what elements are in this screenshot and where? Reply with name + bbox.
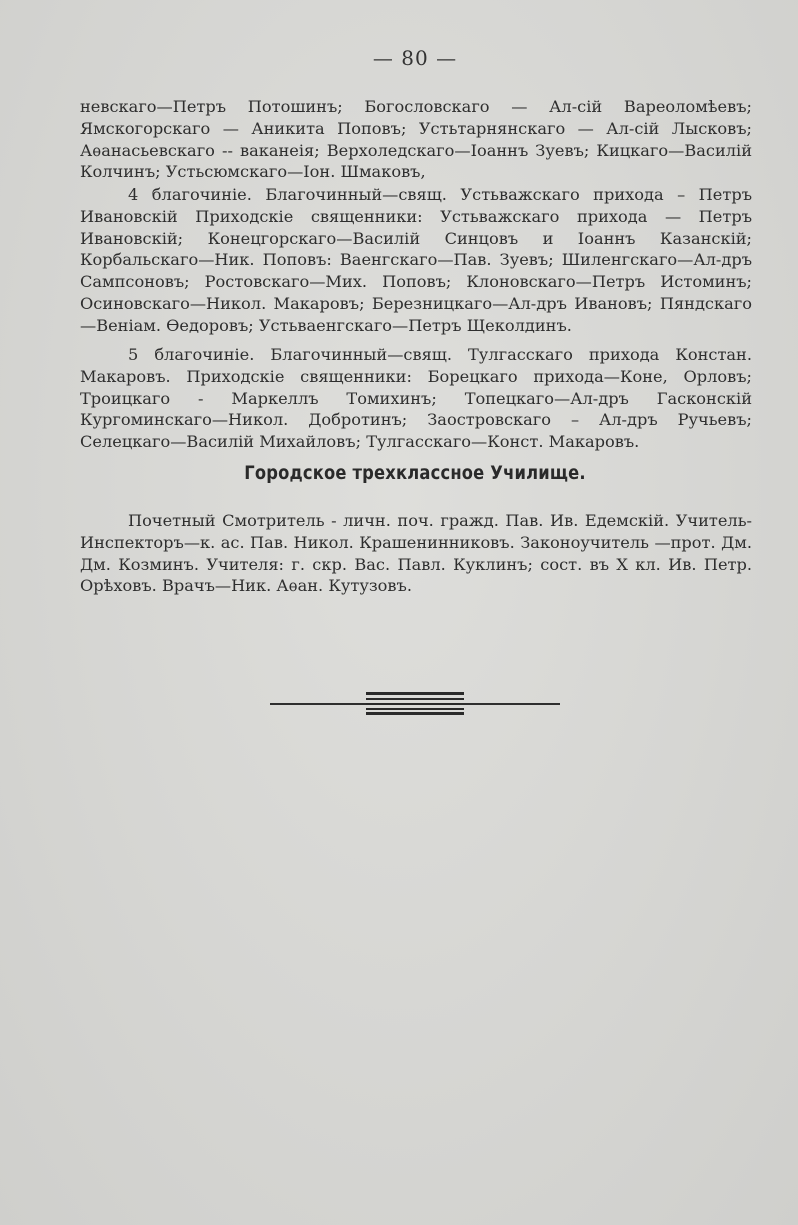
divider-bar bbox=[366, 698, 464, 700]
paragraph-parish-list-continued bbox=[80, 96, 752, 183]
section-heading: Городское трехклассное Училище. bbox=[244, 462, 586, 484]
divider-line-left bbox=[270, 703, 370, 705]
paragraph-text: Почетный Смотритель - личн. поч. гражд. Пав. Ив. Едемскій. Учитель-Инспекторъ—к. ас. Пав. Никол. Крашенинниковъ. Законоучитель —прот. Дм. Дм. Козминъ. Учителя: г. скр. Вас. Павл. Куклинъ; сост. въ X кл. Ив. Петр. Орѣховъ. Врачъ—Ник. Аѳан. Кутузовъ. bbox=[80, 511, 752, 596]
paragraph-school-staff bbox=[80, 510, 752, 597]
paragraph-text: 4 благочиніе. Благочинный—свящ. Устьважскаго прихода – Петръ Ивановскій Приходскіе священники: Устьважскаго прихода — Петръ Ивановскій; Конецгорскаго—Василій Синцовъ и Іоаннъ Казанскій; Корбальскаго—Ник. Поповъ: Ваенгскаго—Пав. Зуевъ; Шиленгскаго—Ал-дръ Сампсоновъ; Ростовскаго—Мих. Поповъ; Клоновскаго—Петръ Истоминъ; Осиновскаго—Никол. Макаровъ; Березницкаго—Ал-дръ Ивановъ; Пяндскаго—Веніам. Ѳедоровъ; Устьваенгскаго—Петръ Щеколдинъ. bbox=[80, 185, 752, 335]
page-number: — 80 — bbox=[372, 46, 458, 70]
paragraph-deanery-4 bbox=[80, 184, 752, 337]
divider-bar bbox=[366, 708, 464, 710]
paragraph-text: 5 благочиніе. Благочинный—свящ. Тулгасскаго прихода Констан. Макаровъ. Приходскіе священники: Борецкаго прихода—Коне, Орловъ; Троицкаго - Маркеллъ Томихинъ; Топецкаго—Ал-дръ Гасконскій Кургоминскаго—Никол. Добротинъ; Заостровскаго – Ал-дръ Ручьевъ; Селецкаго—Василій Михайловъ; Тулгасскаго—Конст. Макаровъ. bbox=[80, 345, 752, 452]
paragraph-text: невскаго—Петръ Потошинъ; Богословскаго — Ал-сій Вареоломѣевъ; Ямскогорскаго — Аникита Поповъ; Устьтарнянскаго — Ал-сій Лысковъ; Аѳанасьевскаго -- ваканеія; Верхоледскаго—Іоаннъ Зуевъ; Кицкаго—Василій Колчинъ; Устьсюмскаго—Іон. Шмаковъ, bbox=[80, 97, 752, 182]
divider-line-right bbox=[460, 703, 560, 705]
paragraph-deanery-5 bbox=[80, 344, 752, 453]
divider-bar bbox=[366, 712, 464, 715]
decorative-divider bbox=[270, 692, 560, 716]
divider-bar bbox=[366, 692, 464, 695]
divider-bar bbox=[366, 703, 464, 705]
